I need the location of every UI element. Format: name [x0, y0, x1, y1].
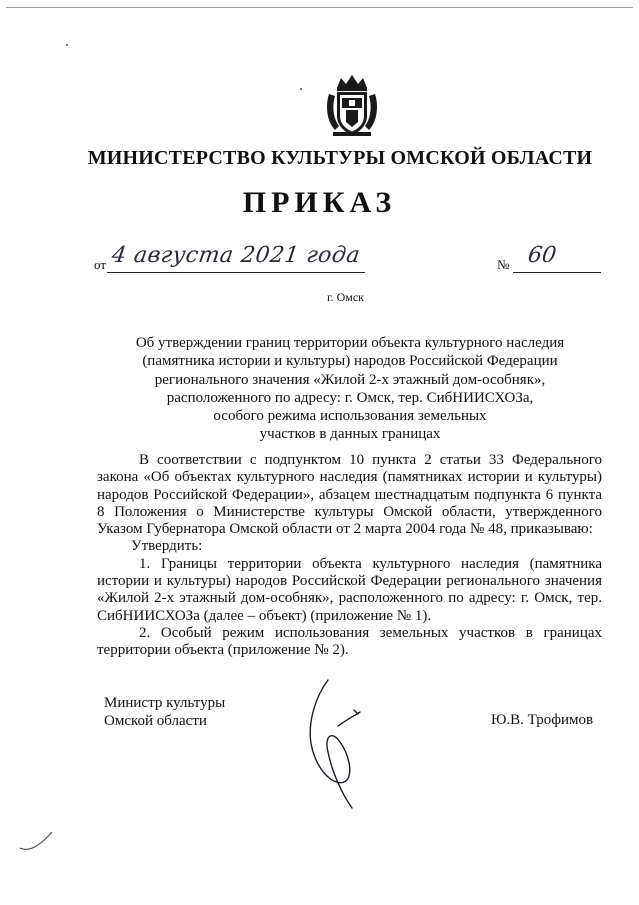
signatory-name: Ю.В. Трофимов	[491, 712, 594, 728]
position-line: Омской области	[104, 712, 207, 729]
number-underline	[513, 272, 601, 273]
item-2-paragraph: 2. Особый режим использования земельных участков в границах территории объекта (приложение № 2).	[97, 624, 602, 659]
position-line: Министр культуры	[104, 695, 226, 711]
subject-line: расположенного по адресу: г. Омск, тер. СибНИИСХОЗа,	[166, 389, 534, 406]
date-label: от	[94, 257, 107, 272]
item-1-paragraph: 1. Границы территории объекта культурного наследия (памятника истории и культуры) народов Российской Федерации регионального значения «Жилой 2-х этажный дом-особняк», расположенного по адресу: г. Омск, тер. СибНИИСХОЗа (далее – объект) (приложение № 1).	[97, 555, 602, 624]
subject-line: Об утверждении границ территории объекта культурного наследия	[135, 335, 565, 351]
preamble-paragraph: В соответствии с подпунктом 10 пункта 2 статьи 33 Федерального закона «Об объектах культурного наследия (памятниках истории и культуры) народов Российской Федерации», абзацем шестнадцатым подпункта 6 пункта 8 Положения о Министерстве культуры Омской области, утвержденного Указом Губернатора Омской области от 2 марта 2004 года № 48, приказываю:	[97, 452, 602, 538]
order-subject	[90, 334, 610, 444]
subject-line: участков в данных границах	[259, 426, 441, 443]
order-body	[97, 452, 602, 660]
ministry-name: МИНИСТЕРСТВО КУЛЬТУРЫ ОМСКОЙ ОБЛАСТИ	[87, 147, 593, 169]
subject-line: (памятника истории и культуры) народов Российской Федерации	[142, 353, 558, 370]
date-underline	[107, 272, 365, 273]
handwritten-signature	[298, 676, 378, 816]
resolve-line: Утвердить:	[131, 538, 203, 555]
handwritten-date: 4 августа 2021 года	[110, 243, 362, 268]
handwritten-number: 60	[526, 243, 558, 268]
scan-top-edge	[6, 7, 633, 8]
number-label: №	[497, 257, 510, 272]
document-title: ПРИКАЗ	[242, 186, 397, 219]
margin-pen-mark	[18, 828, 54, 858]
scan-speck	[66, 44, 68, 46]
subject-line: особого режима использования земельных	[213, 408, 487, 425]
coat-of-arms-emblem	[325, 72, 379, 138]
signatory-position	[104, 695, 225, 730]
scan-speck	[300, 88, 302, 90]
subject-line: регионального значения «Жилой 2-х этажный дом-особняк»,	[154, 371, 546, 388]
city: г. Омск	[327, 290, 364, 304]
